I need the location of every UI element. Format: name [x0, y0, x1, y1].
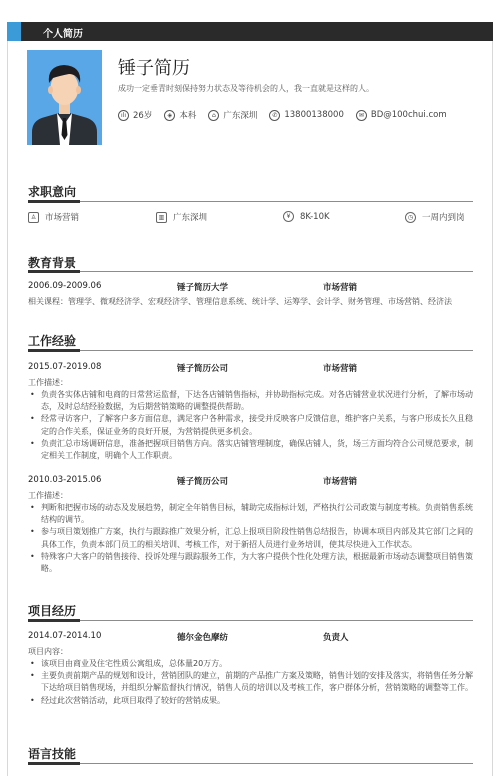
info-email	[356, 110, 447, 121]
location-icon: ⌂	[208, 110, 219, 121]
list-item: • 参与项目策划推广方案，执行与跟踪推广效果分析，汇总上报项目阶段性销售总结报告，协调本项目内部及其它部门之间的具体工作，负责本部门员工的相关培训、考核工作，对于新招人员进行业务培训，使其尽快进入工作状态。	[28, 526, 473, 550]
project-period: 2014.07-2014.10	[28, 631, 102, 641]
email-value: BD@100chui.com	[370, 110, 447, 120]
list-item: • 负责汇总市场调研信息，准备把握项目销售方向。落实店铺管理制度，确保店铺人，货，场三方面均符合公司规范要求，制定相关工作制度，明确个人工作职责。	[28, 438, 473, 462]
intent-availability	[405, 211, 465, 223]
header-title: 个人简历	[43, 29, 83, 40]
info-education	[164, 109, 196, 121]
list-item: • 特殊客户大客户的销售接待、投诉处理与跟踪服务工作，为大客户提供个性化处理方法，根据最新市场动态调整项目销售策略。	[28, 551, 473, 575]
availability-value: 一周内到岗	[422, 213, 465, 223]
list-item: • 经过此次营销活动，此项目取得了较好的营销成果。	[28, 695, 473, 707]
building-icon: ▥	[156, 212, 167, 223]
job-2-bullets	[28, 502, 473, 575]
info-phone	[269, 110, 344, 121]
phone-value: 13800138000	[284, 110, 344, 120]
education-school: 锤子简历大学	[177, 283, 229, 293]
position-value: 市场营销	[45, 213, 80, 223]
job-1-period: 2015.07-2019.08	[28, 362, 102, 372]
intent-city	[156, 211, 207, 223]
phone-icon: ✆	[269, 110, 280, 121]
list-item: • 判断和把握市场的动态及发展趋势，制定全年销售目标，辅助完成指标计划，严格执行公司政策与制度考核。负责销售系统结构的调节。	[28, 502, 473, 526]
job-1-company: 锤子简历公司	[177, 364, 229, 374]
project-role: 负责人	[323, 633, 349, 643]
skills-heading: 语言技能	[28, 747, 77, 761]
position-icon: ♙	[28, 212, 39, 223]
project-bullets	[28, 658, 473, 707]
project-divider	[28, 620, 473, 621]
list-item: • 负责各实体店铺和电商的日常营运监督，下达各店铺销售指标，并协助指标完成。对各店铺营业状况进行分析，了解市场动态，及时总结经验数据，为后期营销策略的调整提供帮助。	[28, 389, 473, 413]
work-heading: 工作经验	[28, 334, 77, 348]
education-value: 本科	[179, 111, 197, 121]
profile-info-line	[118, 108, 459, 122]
intent-position	[28, 211, 79, 223]
location-value: 广东深圳	[223, 111, 258, 121]
education-courses: 相关课程：管理学、微观经济学、宏观经济学、管理信息系统、统计学、运筹学、会计学、财务管理、市场营销、经济法	[28, 297, 452, 306]
profile-name: 锤子简历	[118, 58, 190, 79]
profile-motto: 成功一定垂青时刻保持努力状态及等待机会的人，我一直就是这样的人。	[118, 84, 374, 93]
clock-icon: ◷	[405, 212, 416, 223]
education-heading: 教育背景	[28, 256, 77, 270]
avatar	[27, 50, 102, 145]
job-2-period: 2010.03-2015.06	[28, 475, 102, 485]
project-heading: 项目经历	[28, 604, 77, 618]
avatar-illustration	[27, 50, 102, 145]
skills-divider	[28, 763, 473, 764]
intent-divider	[28, 201, 473, 202]
education-icon: ◈	[164, 110, 175, 121]
info-location	[208, 109, 257, 121]
job-2-desc-label: 工作描述：	[28, 491, 68, 500]
list-item: • 主要负责前期产品的规划和设计，营销团队的建立，前期的产品推广方案及策略，销售计划的安排及落实，将销售任务分解下达给项目销售现场，并组织分解监督执行情况，销售人员的培训以及考核工作，客户群体分析，营销策略的调整等工作。	[28, 670, 473, 694]
work-divider	[28, 350, 473, 351]
list-item: • 该项目由商业及住宅性质公寓组成，总体量20万方。	[28, 658, 473, 670]
job-1-desc-label: 工作描述：	[28, 378, 68, 387]
job-2-company: 锤子简历公司	[177, 477, 229, 487]
education-major: 市场营销	[323, 283, 358, 293]
job-2-title: 市场营销	[323, 477, 358, 487]
age-icon: ılı	[118, 110, 129, 121]
list-item: • 经常寻访客户，了解客户多方面信息，满足客户各种需求，接受并反映客户反馈信息，维护客户关系，与客户形成长久且稳定的合作关系，保证业务的良好开展，为营销提供更多机会。	[28, 413, 473, 437]
info-age	[118, 109, 152, 121]
job-1-title: 市场营销	[323, 364, 358, 374]
education-period: 2006.09-2009.06	[28, 281, 102, 291]
money-icon: ¥	[283, 211, 294, 222]
header-bar	[7, 22, 493, 41]
job-1-bullets	[28, 389, 473, 462]
education-divider	[28, 271, 473, 272]
intent-heading: 求职意向	[28, 185, 77, 199]
salary-value: 8K-10K	[300, 211, 330, 222]
email-icon: ✉	[356, 110, 367, 121]
header-accent	[7, 22, 21, 41]
intent-salary	[283, 211, 330, 222]
intent-row	[28, 211, 473, 225]
project-desc-label: 项目内容：	[28, 647, 68, 656]
project-name: 德尔金色摩纺	[177, 633, 229, 643]
age-value: 26岁	[133, 111, 153, 121]
city-value: 广东深圳	[173, 213, 208, 223]
